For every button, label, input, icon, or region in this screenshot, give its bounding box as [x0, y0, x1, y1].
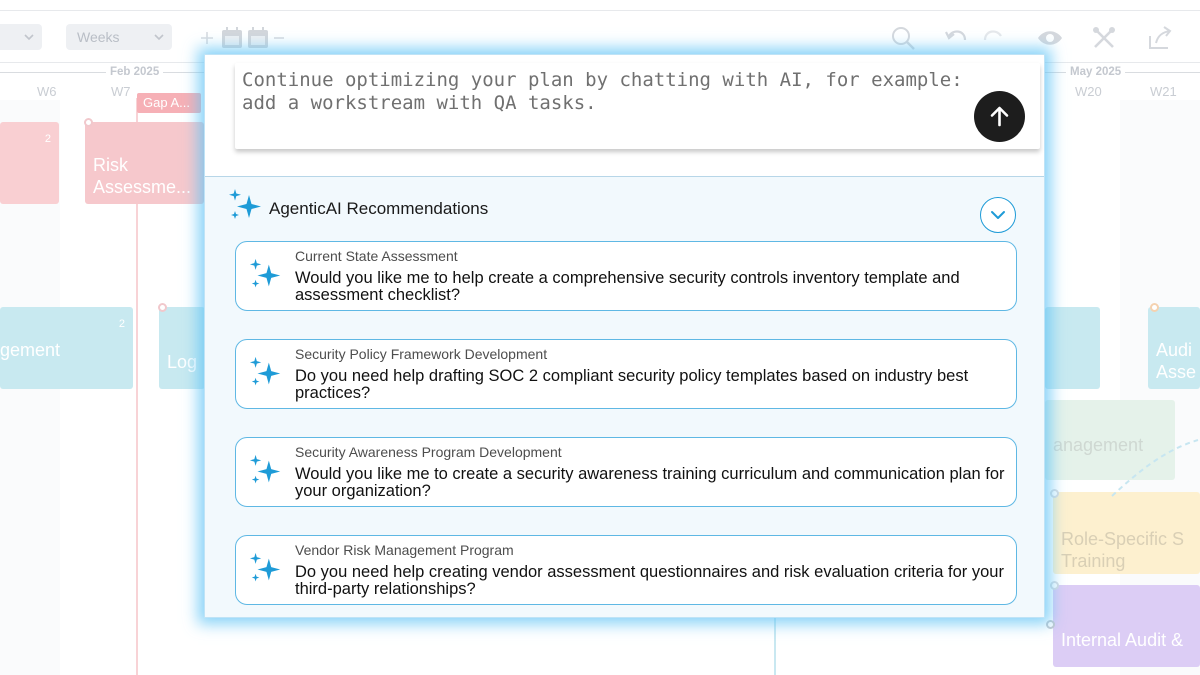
gap-tag: Gap A... [137, 93, 201, 113]
tools-icon[interactable] [1090, 24, 1118, 52]
task-bar-label: Risk Assessme... [93, 155, 192, 197]
recommendation-card[interactable] [235, 241, 1017, 311]
recommendation-card[interactable] [235, 339, 1017, 409]
recommendation-category: Security Awareness Program Development [295, 444, 562, 460]
task-bar[interactable] [0, 307, 133, 389]
recommendation-category: Current State Assessment [295, 248, 458, 264]
recommendation-card[interactable] [235, 437, 1017, 507]
task-bar-label: Role-Specific S Training [1061, 529, 1185, 571]
zoom-out-icon[interactable] [268, 24, 296, 52]
eye-icon[interactable] [1036, 24, 1064, 52]
sparkle-icon [248, 356, 284, 390]
sparkle-icon [248, 552, 284, 586]
chat-input[interactable] [242, 69, 972, 143]
chevron-down-icon [990, 209, 1006, 221]
dependency-dot [1050, 581, 1059, 590]
week-label: W21 [1150, 84, 1177, 99]
calendar-day-icon[interactable] [218, 24, 246, 52]
recommendations-title: AgenticAI Recommendations [269, 199, 489, 218]
send-button[interactable] [974, 91, 1025, 142]
task-bar[interactable] [1045, 307, 1100, 389]
zoom-dropdown-value: Weeks [77, 29, 120, 45]
dependency-dot [1050, 489, 1059, 498]
subtask-count: 2 [44, 133, 51, 145]
divider [0, 10, 1200, 11]
arrow-up-icon [987, 104, 1012, 129]
week-label: W6 [37, 84, 57, 99]
undo-icon[interactable] [943, 24, 971, 52]
recommendation-category: Vendor Risk Management Program [295, 542, 514, 558]
sparkle-icon [227, 189, 265, 223]
sparkle-icon [248, 454, 284, 488]
task-bar[interactable] [0, 122, 59, 204]
sparkle-icon [248, 258, 284, 292]
zoom-in-icon[interactable] [193, 24, 221, 52]
month-rule [0, 72, 205, 73]
recommendation-category: Security Policy Framework Development [295, 346, 548, 362]
dependency-dot [1150, 303, 1159, 312]
recommendation-question: Do you need help creating vendor assessment questionnaires and risk evaluation criteria for your third-party relationships? [295, 563, 1004, 598]
recommendation-question: Would you like me to help create a comprehensive security controls inventory template and assessment checklist? [295, 269, 960, 304]
week-label: W20 [1075, 84, 1102, 99]
task-bar[interactable] [1148, 307, 1200, 389]
task-bar[interactable] [1053, 492, 1200, 574]
dependency-dot [158, 303, 167, 312]
search-icon[interactable] [889, 24, 917, 52]
task-bar[interactable] [159, 307, 205, 389]
chevron-down-icon [154, 32, 164, 42]
zoom-dropdown[interactable] [66, 24, 172, 50]
week-label: W7 [111, 84, 131, 99]
ai-assistant-panel [204, 54, 1045, 618]
recommendation-question: Would you like me to create a security awareness training curriculum and communication plan for your organization? [295, 465, 1005, 500]
timeline-marker [774, 618, 776, 675]
chat-box [235, 63, 1040, 149]
view-dropdown[interactable] [0, 24, 42, 50]
task-bar[interactable] [1053, 585, 1200, 667]
dependency-connector [1110, 430, 1200, 500]
task-bar-label: Log [167, 352, 198, 372]
task-bar-label: Internal Audit & [1061, 630, 1184, 650]
subtask-count: 2 [118, 318, 125, 330]
task-bar-label: gement [0, 340, 61, 360]
month-label: Feb 2025 [106, 66, 163, 78]
dependency-dot [84, 118, 93, 127]
share-icon[interactable] [1146, 24, 1174, 52]
recommendation-card[interactable] [235, 535, 1017, 605]
dependency-dot [1046, 620, 1055, 629]
task-bar[interactable] [85, 122, 204, 204]
recommendation-question: Do you need help drafting SOC 2 compliant security policy templates based on industry best practices? [295, 367, 969, 402]
collapse-recommendations-button[interactable] [980, 197, 1016, 233]
chat-area [205, 55, 1044, 177]
redo-icon[interactable] [979, 24, 1007, 52]
chevron-down-icon [24, 32, 34, 42]
task-bar-label: anagement [1053, 435, 1144, 455]
month-label: May 2025 [1066, 66, 1125, 78]
task-bar-label: Audi Asse [1156, 340, 1197, 382]
